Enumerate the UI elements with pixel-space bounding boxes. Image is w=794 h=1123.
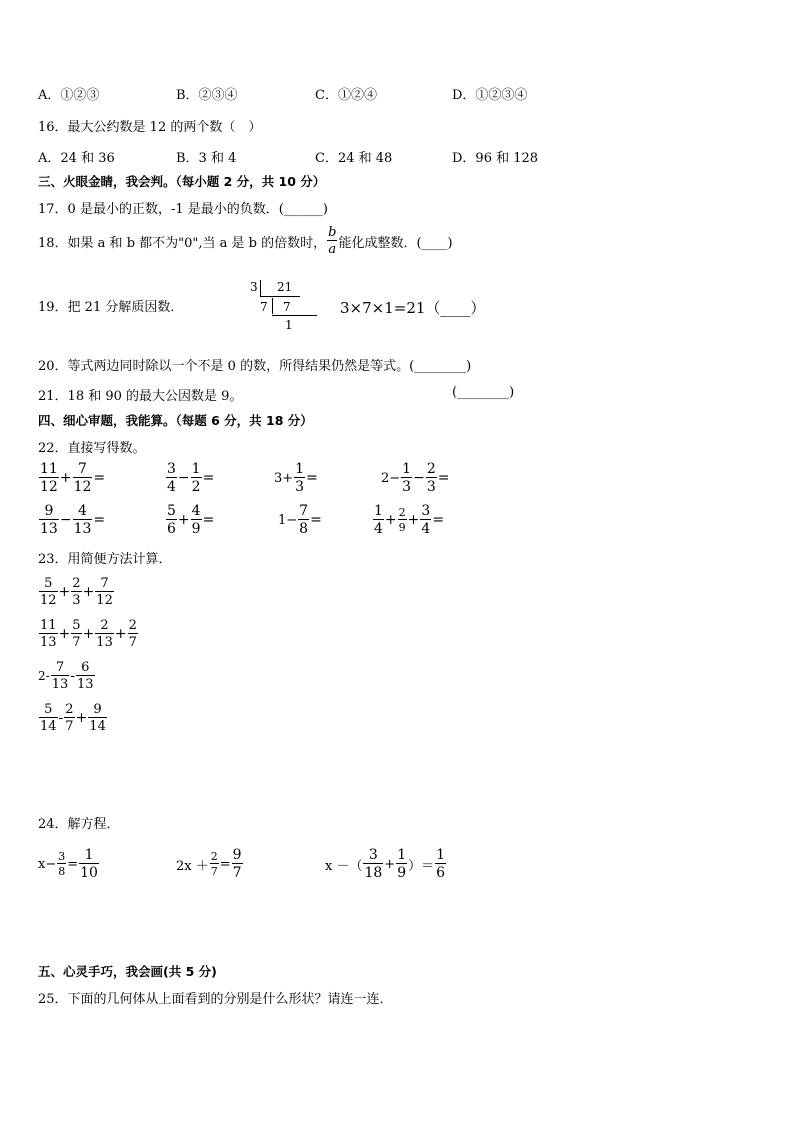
q24-eq-3: x －（ $\frac{3}{18}$ + $\frac{1}{9}$ ）＝ $\frac{1}{6}$ bbox=[325, 847, 446, 881]
fraction: $\frac{1}{2}$ bbox=[191, 461, 201, 495]
q18-pre: 18．如果 a 和 b 都不为"0",当 a 是 b 的倍数时， bbox=[38, 235, 327, 251]
fraction: $\frac{4}{13}$ bbox=[73, 503, 92, 537]
fraction: $\frac{3}{18}$ bbox=[364, 847, 383, 881]
q19-dividend-1: 21 bbox=[277, 280, 293, 294]
q22-r2-c: 1− $\frac{7}{8}$ = bbox=[278, 503, 322, 537]
fraction: $\frac{5}{12}$ bbox=[40, 576, 57, 608]
fraction: $\frac{1}{3}$ bbox=[402, 461, 412, 495]
q19-divisor-1: 3 bbox=[250, 280, 258, 294]
fraction: $\frac{1}{10}$ bbox=[80, 847, 98, 881]
fraction: $\frac{2}{3}$ bbox=[72, 576, 81, 608]
fraction: $\frac{2}{13}$ bbox=[96, 618, 113, 650]
fraction: $\frac{5}{14}$ bbox=[40, 702, 57, 734]
q22-title: 22．直接写得数。 bbox=[38, 441, 146, 456]
q22-r1-a: $\frac{11}{12}$ + $\frac{7}{12}$ = bbox=[40, 461, 106, 495]
q16-option-c: C．24 和 48 bbox=[315, 151, 393, 166]
fraction: $\frac{2}{9}$ bbox=[398, 506, 406, 534]
q23-expr-2: $\frac{11}{13}$ + $\frac{5}{7}$ + $\frac{2}{13}$ + $\frac{2}{7}$ bbox=[40, 618, 137, 650]
q24-eq-1: x− $\frac{3}{8}$ = $\frac{1}{10}$ bbox=[38, 847, 98, 881]
q22-r2-a: $\frac{9}{13}$ − $\frac{4}{13}$ = bbox=[40, 503, 106, 537]
q19-quotient: 1 bbox=[285, 318, 293, 332]
q16-option-a: A．24 和 36 bbox=[38, 151, 115, 166]
q25: 25．下面的几何体从上面看到的分别是什么形状？请连一连． bbox=[38, 992, 393, 1007]
fraction: $\frac{3}{4}$ bbox=[167, 461, 176, 495]
fraction: $\frac{3}{8}$ bbox=[58, 850, 66, 878]
q15-option-d: D．①②③④ bbox=[452, 88, 528, 103]
fraction: $\frac{5}{6}$ bbox=[167, 503, 176, 537]
q24-eq-2: 2x ＋ $\frac{2}{7}$ = $\frac{9}{7}$ bbox=[176, 847, 242, 881]
q23-title: 23．用简便方法计算． bbox=[38, 552, 172, 567]
fraction: $\frac{2}{7}$ bbox=[128, 618, 137, 650]
q21-blank: (________) bbox=[452, 385, 515, 400]
q20: 20．等式两边同时除以一个不是 0 的数，所得结果仍然是等式。(________) bbox=[38, 359, 472, 374]
q19-dividend-2: 7 bbox=[283, 300, 291, 314]
fraction: $\frac{9}{7}$ bbox=[232, 847, 242, 881]
q19-result: 3×7×1=21（____） bbox=[340, 299, 486, 317]
q19-divisor-2: 7 bbox=[260, 300, 268, 314]
fraction: $\frac{7}{12}$ bbox=[96, 576, 113, 608]
q22-r1-b: $\frac{3}{4}$ − $\frac{1}{2}$ = bbox=[167, 461, 215, 495]
fraction: $\frac{7}{12}$ bbox=[73, 461, 92, 495]
q22-r1-c: 3+ $\frac{1}{3}$ = bbox=[274, 461, 318, 495]
q18-fraction: $\frac{b}{a}$ bbox=[328, 225, 337, 257]
q17: 17．0 是最小的正数，-1 是最小的负数．(______) bbox=[38, 202, 328, 217]
q21: 21．18 和 90 的最大公因数是 9。 bbox=[38, 389, 243, 404]
fraction: $\frac{2}{7}$ bbox=[210, 850, 218, 878]
q16-option-b: B．3 和 4 bbox=[176, 151, 237, 166]
fraction: $\frac{11}{12}$ bbox=[40, 461, 58, 495]
q22-r1-d: 2− $\frac{1}{3}$ − $\frac{2}{3}$ = bbox=[381, 461, 450, 495]
q16-option-d: D．96 和 128 bbox=[452, 151, 539, 166]
fraction: $\frac{7}{13}$ bbox=[51, 660, 69, 692]
q23-expr-4: $\frac{5}{14}$ - $\frac{2}{7}$ + $\frac{9}{14}$ bbox=[40, 702, 106, 734]
fraction: $\frac{5}{7}$ bbox=[72, 618, 81, 650]
fraction: $\frac{9}{13}$ bbox=[40, 503, 58, 537]
fraction: $\frac{2}{7}$ bbox=[65, 702, 74, 734]
fraction: $\frac{7}{8}$ bbox=[299, 503, 309, 537]
section5-heading: 五、心灵手巧，我会画(共 5 分) bbox=[38, 964, 217, 979]
q15-option-b: B．②③④ bbox=[176, 88, 238, 103]
fraction: $\frac{6}{13}$ bbox=[76, 660, 94, 692]
fraction: $\frac{1}{4}$ bbox=[374, 503, 383, 537]
fraction: $\frac{3}{4}$ bbox=[421, 503, 431, 537]
q24-title: 24．解方程． bbox=[38, 817, 120, 832]
fraction: $\frac{1}{3}$ bbox=[295, 461, 305, 495]
fraction: $\frac{4}{9}$ bbox=[191, 503, 201, 537]
q22-r2-d: $\frac{1}{4}$ + $\frac{2}{9}$ + $\frac{3}{4}$ = bbox=[374, 503, 445, 537]
q15-option-a: A．①②③ bbox=[38, 88, 100, 103]
fraction: $\frac{2}{3}$ bbox=[426, 461, 436, 495]
fraction: $\frac{1}{9}$ bbox=[397, 847, 407, 881]
section3-heading: 三、火眼金睛，我会判。（每小题 2 分，共 10 分） bbox=[38, 174, 326, 189]
fraction: $\frac{9}{14}$ bbox=[89, 702, 106, 734]
q19-short-division bbox=[250, 280, 320, 336]
q16-stem: 16．最大公约数是 12 的两个数（ ） bbox=[38, 120, 262, 135]
q23-expr-1: $\frac{5}{12}$ + $\frac{2}{3}$ + $\frac{7}{12}$ bbox=[40, 576, 113, 608]
q18 bbox=[38, 226, 453, 256]
fraction: $\frac{1}{6}$ bbox=[436, 847, 446, 881]
q19-text: 19．把 21 分解质因数． bbox=[38, 300, 184, 315]
fraction: $\frac{11}{13}$ bbox=[40, 618, 57, 650]
q22-r2-b: $\frac{5}{6}$ + $\frac{4}{9}$ = bbox=[167, 503, 215, 537]
section4-heading: 四、细心审题，我能算。（每题 6 分，共 18 分） bbox=[38, 413, 313, 428]
q18-post: 能化成整数．(____) bbox=[338, 235, 453, 251]
q15-option-c: C．①②④ bbox=[315, 88, 377, 103]
q23-expr-3: 2- $\frac{7}{13}$ - $\frac{6}{13}$ bbox=[38, 660, 94, 692]
